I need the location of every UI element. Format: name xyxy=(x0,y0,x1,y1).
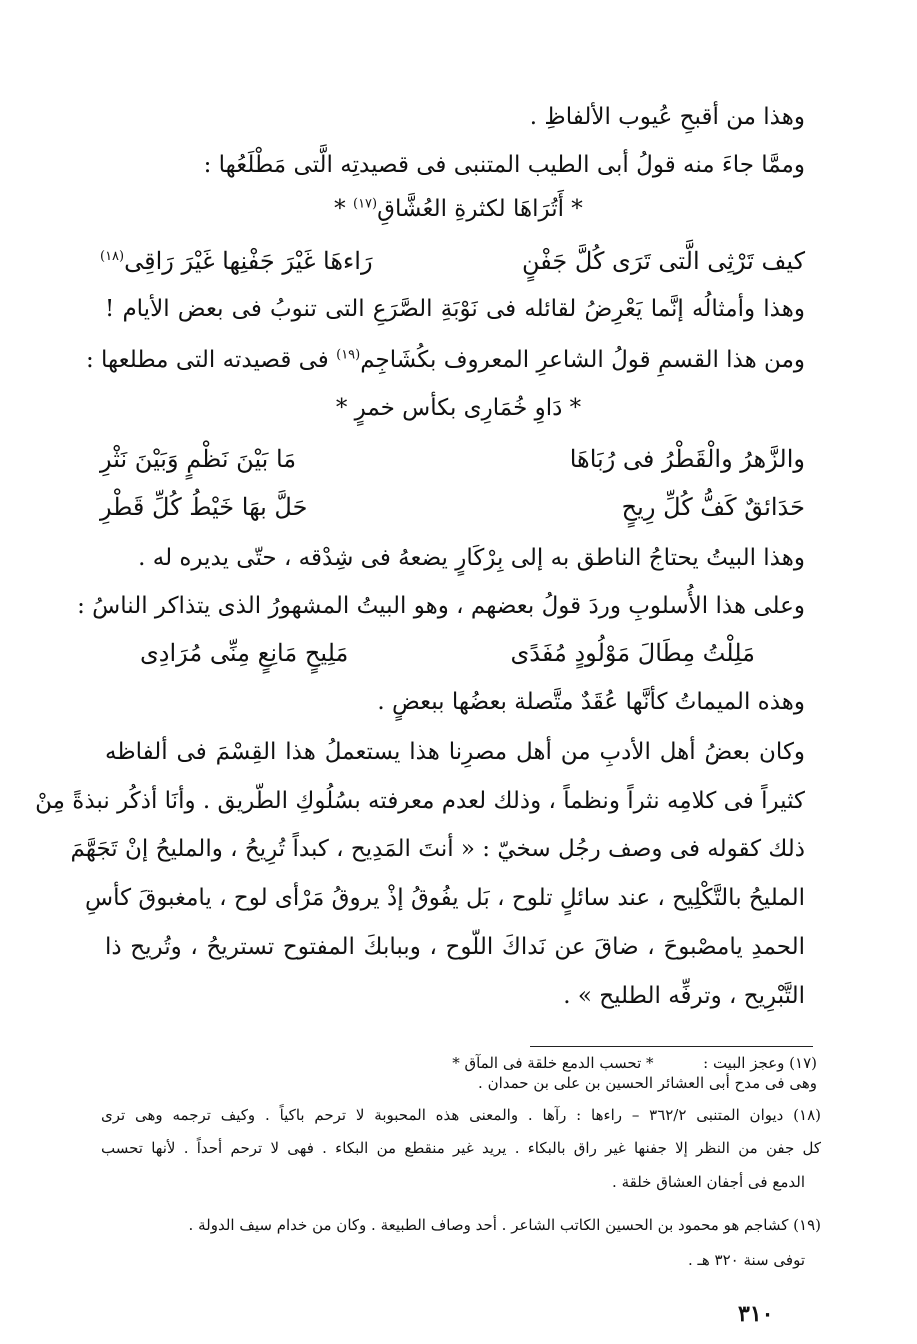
footnote-18-line-2: كل جفن من النظر إلا جفنها غير راق بالبكاء . يريد غير منقطع من البكاء . فهى لا ترحم أحداً . لأنها تحسب xyxy=(101,1139,821,1157)
footnote-17-line-1 xyxy=(452,1053,817,1073)
footnote-ref-19: (١٩) xyxy=(336,347,361,363)
hemistich-opening-2: * دَاوِ خُمَارِى بكأس خمرٍ * xyxy=(335,395,582,421)
verse-star: * xyxy=(334,196,346,222)
body-line-6 xyxy=(86,345,805,375)
verse-2-right: والزَّهرُ والْقَطْرُ فى رُبَاهَا xyxy=(569,445,805,473)
body-line-14: وكان بعضُ أهل الأدبِ من أهل مصرِنا هذا يستعملُ هذا القِسْمَ فى ألفاظه xyxy=(105,739,805,765)
verse-row-3 xyxy=(100,492,805,526)
footnote-ref-18: (١٨) xyxy=(100,249,125,264)
body-line-13: وهذه الميماتُ كأنَّها عُقَدٌ متَّصلة بعضُها ببعضٍ . xyxy=(377,689,805,715)
footnote-17-verse: * تحسب الدمع خلقة فى المآق * xyxy=(452,1054,654,1072)
verse-3-left: حَلَّ بهَا خَيْطُ كُلِّ قَطْرِ xyxy=(100,493,308,521)
body-line-10: وهذا البيتُ يحتاجُ الناطق به إلى بِرْكَارٍ يضعهُ فى شِدْقه ، حتّى يديره له . xyxy=(138,545,805,571)
footnote-18-line-3: الدمع فى أجفان العشاق خلقة . xyxy=(612,1173,805,1191)
footnote-17-line-2: وهى فى مدح أبى العشائر الحسين بن على بن حمدان . xyxy=(478,1074,817,1092)
body-line-17: المليحُ بالتَّكْلِيح ، عند سائلٍ تلوح ، بَل يفُوقُ إذْ يروقُ مَرْأى لوح ، يامغبوقَ كأسِ xyxy=(85,885,805,911)
hemistich-text: * أَتُرَاهَا لكثرةِ العُشَّاقِ xyxy=(377,196,583,222)
verse-3-right: حَدَائقٌ كَفُّ كُلِّ رِيحٍ xyxy=(621,493,805,521)
verse-1-left xyxy=(100,246,373,276)
body-line-2: وممَّا جاءَ منه قولُ أبى الطيب المتنبى فى قصيدتِه الَّتى مَطْلَعُها : xyxy=(203,152,805,178)
body-line-15: كثيراً فى كلامِه نثراً ونظماً ، وذلك لعدم معرفته بسُلُوكِ الطّريق . وأنَا أذكُر نبذةً مِنْ xyxy=(35,788,805,814)
verse-row-1 xyxy=(100,246,805,280)
body-line-5: وهذا وأمثالُه إنَّما يَعْرِضُ لقائله فى نَوْبَةِ الصَّرَعِ التى تنوبُ فى بعض الأيام ! xyxy=(105,296,805,322)
footnote-18-line-1: (١٨) ديوان المتنبى ٣٦٢/٢ – راءها : رآها . والمعنى هذه المحبوبة لا ترحم باكياً . وكيف ترجمه وهى ترى xyxy=(101,1106,821,1124)
footnote-ref-17: (١٧) xyxy=(352,196,378,212)
verse-row-2 xyxy=(100,444,805,478)
hemistich-opening-1 xyxy=(0,194,917,224)
verse-1-right: كيف تَرْثِى الَّتى تَرَى كُلَّ جَفْنٍ xyxy=(521,247,805,275)
body-line-19: التَّبْرِيح ، وترفِّه الطليح » . xyxy=(563,983,805,1009)
verse-4-right: مَلِلْتُ مِطَالَ مَوْلُودٍ مُفَدًى xyxy=(510,639,755,667)
verse-row-4 xyxy=(100,638,805,672)
footnote-19-line-2: توفى سنة ٣٢٠ هـ . xyxy=(687,1251,805,1269)
body-line-6-b: فى قصيدته التى مطلعها : xyxy=(85,347,329,373)
verse-1-left-text: رَاءهَا غَيْرَ جَفْنِها غَيْرَ رَاقِى xyxy=(124,247,373,275)
body-line-16: ذلك كقوله فى وصف رجُل سخيّ : « أنتَ المَدِيح ، كبداً تُرِيحُ ، والمليحُ إنْ تَجَهَّمَ xyxy=(70,836,805,862)
body-line-6-a: ومن هذا القسمِ قولُ الشاعرِ المعروف بكُشَاجِم xyxy=(360,347,805,373)
footnote-17-label: (١٧) وعجز البيت : xyxy=(703,1054,817,1072)
verse-4-left: مَلِيحٍ مَانِعٍ مِنِّى مُرَادِى xyxy=(140,639,349,667)
body-line-11: وعلى هذا الأُسلوبِ وردَ قولُ بعضهم ، وهو البيتُ المشهورُ الذى يتذاكر الناسُ : xyxy=(77,593,805,619)
footnote-19-line-1: (١٩) كشاجم هو محمود بن الحسين الكاتب الشاعر . أحد وصاف الطبيعة . وكان من خدام سيف الدولة . xyxy=(188,1216,821,1234)
body-line-18: الحمدِ يامصْبوحَ ، ضاقَ عن نَداكَ اللّوح ، وببابكَ المفتوح تستريحُ ، وتُريح ذا xyxy=(105,934,805,960)
verse-2-left: مَا بَيْنَ نَظْمٍ وَبَيْنَ نَثْرِ xyxy=(100,445,297,473)
footnote-separator xyxy=(530,1046,813,1047)
body-line-1: وهذا من أقبحِ عُيوب الألفاظِ . xyxy=(529,104,805,130)
page-number: ٣١٠ xyxy=(738,1301,774,1327)
